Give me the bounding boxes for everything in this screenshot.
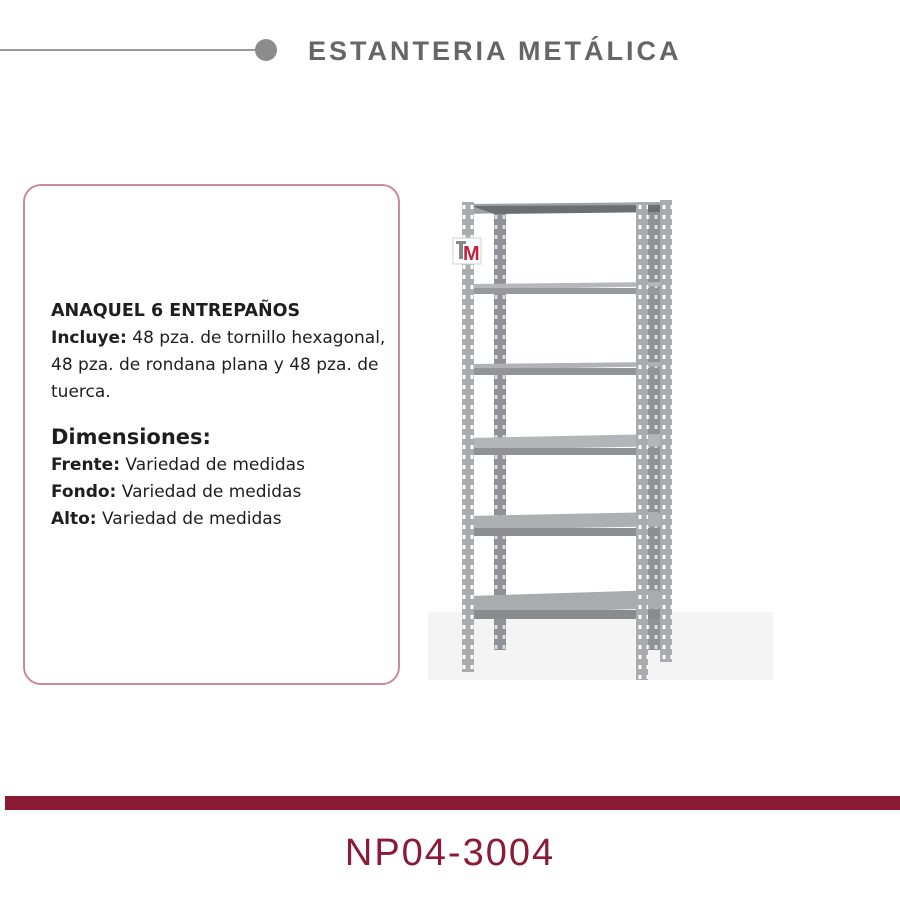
product-name: ANAQUEL 6 ENTREPAÑOS (51, 301, 301, 321)
dimension-label: Fondo: (51, 482, 117, 502)
back-left-post (494, 210, 506, 650)
dimension-value: Variedad de medidas (96, 509, 282, 529)
includes-text: 48 pza. de tornillo hexagonal, 48 pza. de rondana plana y 48 pza. de tuerca. (51, 328, 386, 402)
logo-letter: M (463, 243, 480, 265)
dimension-frente (51, 452, 391, 479)
page-title: ESTANTERIA METÁLICA (308, 36, 682, 66)
dimension-value: Variedad de medidas (120, 455, 305, 475)
dimension-alto (51, 506, 391, 533)
header-line (0, 49, 262, 51)
front-right-side-post (660, 200, 672, 662)
dimension-label: Frente: (51, 455, 120, 475)
dimension-value: Variedad de medidas (116, 482, 302, 502)
includes-paragraph (51, 325, 391, 406)
dimension-fondo (51, 479, 391, 506)
header-dot (255, 39, 277, 61)
front-right-post (636, 202, 648, 680)
dimensions-heading: Dimensiones: (51, 425, 211, 449)
front-left-post (462, 202, 474, 672)
includes-label: Incluye: (51, 328, 127, 348)
brand-logo (453, 238, 481, 265)
product-code: NP04-3004 (344, 832, 556, 874)
footer-band (5, 796, 900, 810)
back-right-post (648, 210, 660, 650)
dimension-label: Alto: (51, 509, 97, 529)
shelving-unit-image (428, 192, 773, 682)
product-description (51, 298, 391, 533)
